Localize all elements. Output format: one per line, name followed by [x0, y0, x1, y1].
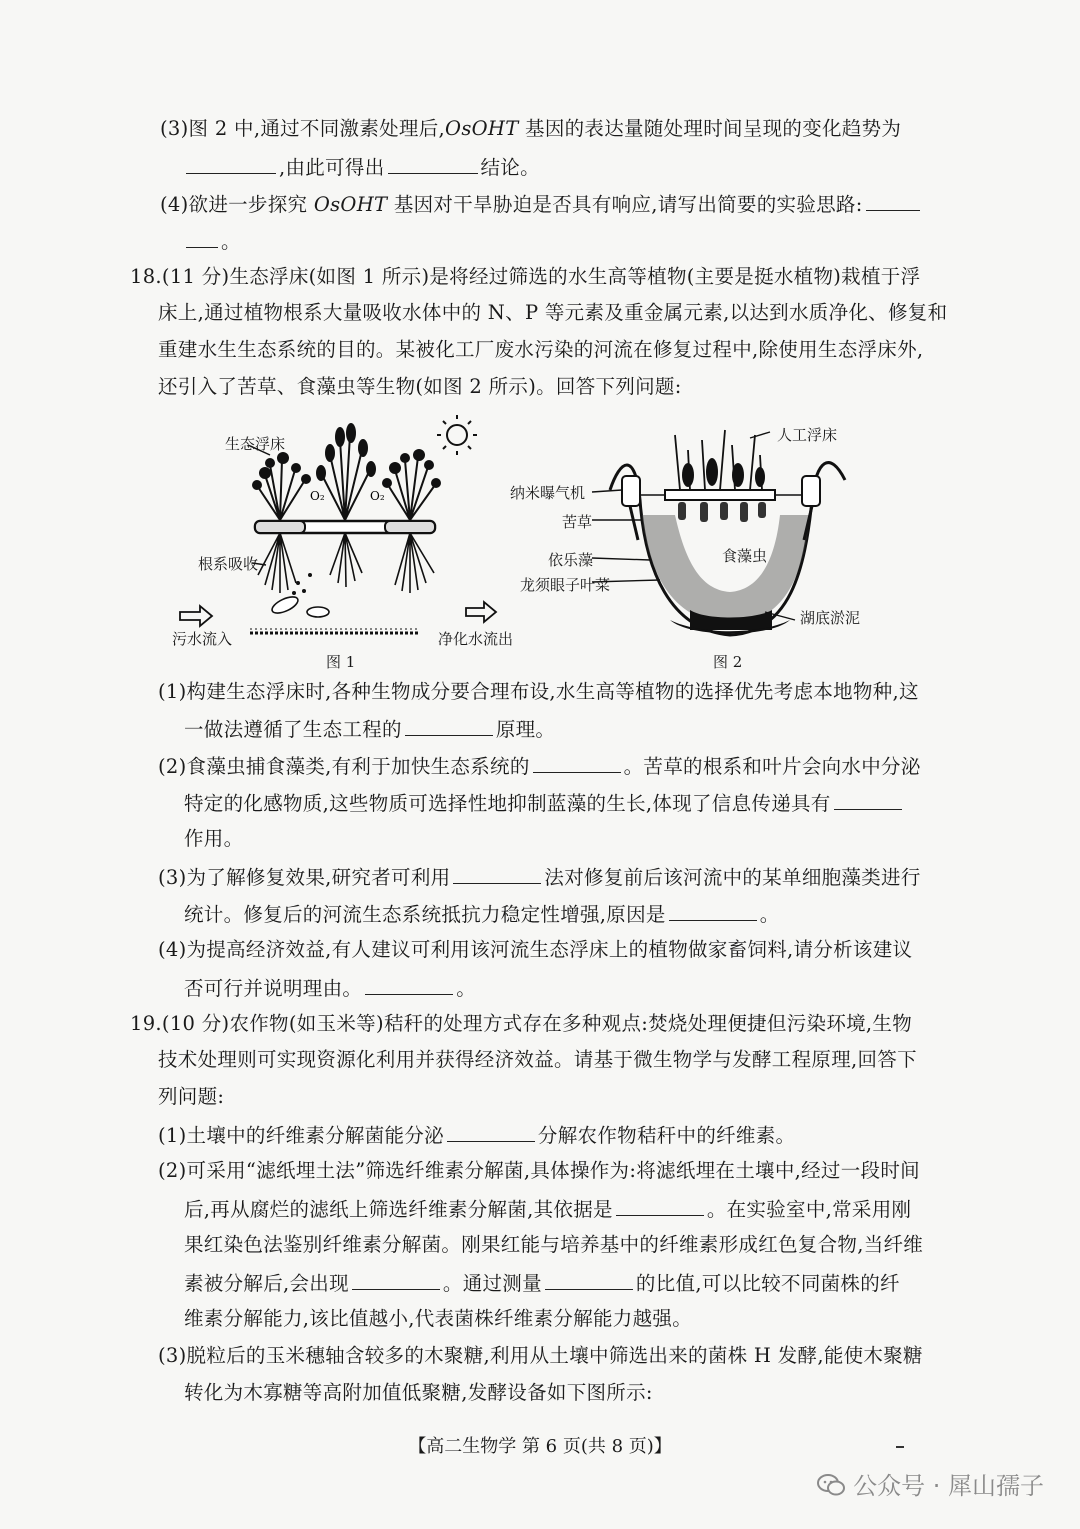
answer-blank	[533, 752, 621, 773]
q19-part3-line2: 转化为木寡糖等高附加值低聚糖,发酵设备如下图所示:	[184, 1381, 653, 1404]
fig2-label-kucao: 苦草	[562, 513, 593, 531]
answer-blank	[545, 1269, 633, 1290]
fig1-label-inflow: 污水流入	[172, 630, 233, 648]
q18-intro-line3: 重建水生生态系统的目的。某被化工厂废水污染的河流在修复过程中,除使用生态浮床外,	[158, 338, 924, 361]
q18-part4-line2: 否可行并说明理由。 。	[184, 974, 476, 1002]
answer-blank	[352, 1269, 440, 1290]
fig1-label-outflow: 净化水流出	[438, 630, 514, 648]
q18-intro-line2: 床上,通过植物根系大量吸收水体中的 N、P 等元素及重金属元素,以达到水质净化、修复和	[158, 301, 948, 324]
footer-mark	[896, 1446, 904, 1448]
answer-blank	[834, 789, 902, 810]
arrow-right-icon	[466, 602, 496, 622]
fig1-label-float-bed: 生态浮床	[225, 435, 286, 453]
q17-part3-line1: (3)图 2 中,通过不同激素处理后,OsOHT 基因的表达量随处理时间呈现的变化趋势为	[160, 117, 902, 140]
q18-part1-line1: (1)构建生态浮床时,各种生物成分要合理布设,水生高等植物的选择优先考虑本地物种,这	[158, 680, 919, 703]
q18-part2-line2: 特定的化感物质,这些物质可选择性地抑制蓝藻的生长,体现了信息传递具有	[184, 789, 905, 817]
answer-blank	[447, 1121, 535, 1142]
answer-blank	[616, 1195, 704, 1216]
answer-blank	[365, 974, 453, 995]
q19-part2-line2: 后,再从腐烂的滤纸上筛选纤维素分解菌,其依据是 。在实验室中,常采用刚	[184, 1195, 911, 1223]
answer-blank	[388, 153, 478, 174]
q18-part1-line2: 一做法遵循了生态工程的 原理。	[184, 715, 555, 743]
answer-blank	[405, 715, 493, 736]
q19-part1: (1)土壤中的纤维素分解菌能分泌 分解农作物秸秆中的纤维素。	[158, 1121, 795, 1149]
fig2-label-longxu: 龙须眼子叶菜	[520, 576, 611, 594]
wechat-icon	[817, 1473, 845, 1497]
q17-part4-line1: (4)欲进一步探究 OsOHT 基因对干旱胁迫是否具有响应,请写出简要的实验思路:	[160, 190, 923, 218]
q18-part3-line1: (3)为了解修复效果,研究者可利用 法对修复前后该河流中的某单细胞藻类进行	[158, 863, 921, 891]
answer-blank	[866, 190, 920, 211]
q18-part3-line2: 统计。修复后的河流生态系统抵抗力稳定性增强,原因是 。	[184, 900, 780, 928]
q19-intro-line3: 列问题:	[158, 1085, 225, 1108]
o2-label: O₂	[370, 489, 385, 503]
q19-part2-line4: 素被分解后,会出现 。通过测量 的比值,可以比较不同菌株的纤	[184, 1269, 900, 1297]
o2-label: O₂	[310, 489, 325, 503]
q19-part2-line1: (2)可采用“滤纸埋土法”筛选纤维素分解菌,具体操作为:将滤纸埋在土壤中,经过一段时间	[158, 1159, 920, 1182]
q18-part2-line1: (2)食藻虫捕食藻类,有利于加快生态系统的 。苦草的根系和叶片会向水中分泌	[158, 752, 921, 780]
answer-blank	[186, 153, 276, 174]
q19-intro-line1: 19.(10 分)农作物(如玉米等)秸秆的处理方式存在多种观点:焚烧处理便捷但污染环境,生物	[130, 1012, 913, 1035]
q19-part2-line5: 维素分解能力,该比值越小,代表菌株纤维素分解能力越强。	[184, 1307, 692, 1330]
figure-1-float-bed-diagram	[170, 415, 530, 650]
arrow-right-icon	[180, 606, 212, 626]
figure-2-caption: 图 2	[713, 653, 743, 671]
answer-blank	[186, 227, 218, 248]
page-footer: 【高二生物学 第 6 页(共 8 页)】	[408, 1436, 672, 1457]
fig2-label-yilezao: 依乐藻	[548, 551, 594, 569]
fig2-label-artificial-bed: 人工浮床	[777, 426, 838, 444]
q18-intro-line1: 18.(11 分)生态浮床(如图 1 所示)是将经过筛选的水生高等植物(主要是挺水植物)栽植于浮	[130, 265, 921, 288]
watermark	[817, 1466, 1044, 1501]
q19-part3-line1: (3)脱粒后的玉米穗轴含较多的木聚糖,利用从土壤中筛选出来的菌株 H 发酵,能使木聚糖	[158, 1344, 923, 1367]
q19-part2-line3: 果红染色法鉴别纤维素分解菌。刚果红能与培养基中的纤维素形成红色复合物,当纤维	[184, 1233, 924, 1256]
q19-intro-line2: 技术处理则可实现资源化利用并获得经济效益。请基于微生物学与发酵工程原理,回答下	[158, 1048, 917, 1071]
fig2-label-shizaochong: 食藻虫	[722, 547, 768, 565]
figure-1-caption: 图 1	[326, 653, 356, 671]
q17-part3-line2: ,由此可得出 结论。	[186, 153, 540, 181]
watermark-text: 公众号 · 犀山孺子	[853, 1472, 1044, 1500]
q18-part4-line1: (4)为提高经济效益,有人建议可利用该河流生态浮床上的植物做家畜饲料,请分析该建议	[158, 938, 913, 961]
answer-blank	[669, 900, 757, 921]
q18-part2-line3: 作用。	[184, 827, 244, 850]
fig2-label-aerator: 纳米曝气机	[510, 484, 586, 502]
fig2-label-sludge: 湖底淤泥	[800, 609, 861, 627]
q17-part4-line2: 。	[186, 227, 241, 255]
q18-intro-line4: 还引入了苦草、食藻虫等生物(如图 2 所示)。回答下列问题:	[158, 375, 682, 398]
fig1-label-root-absorb: 根系吸收	[198, 555, 259, 573]
sun-icon	[437, 415, 477, 455]
answer-blank	[453, 863, 541, 884]
